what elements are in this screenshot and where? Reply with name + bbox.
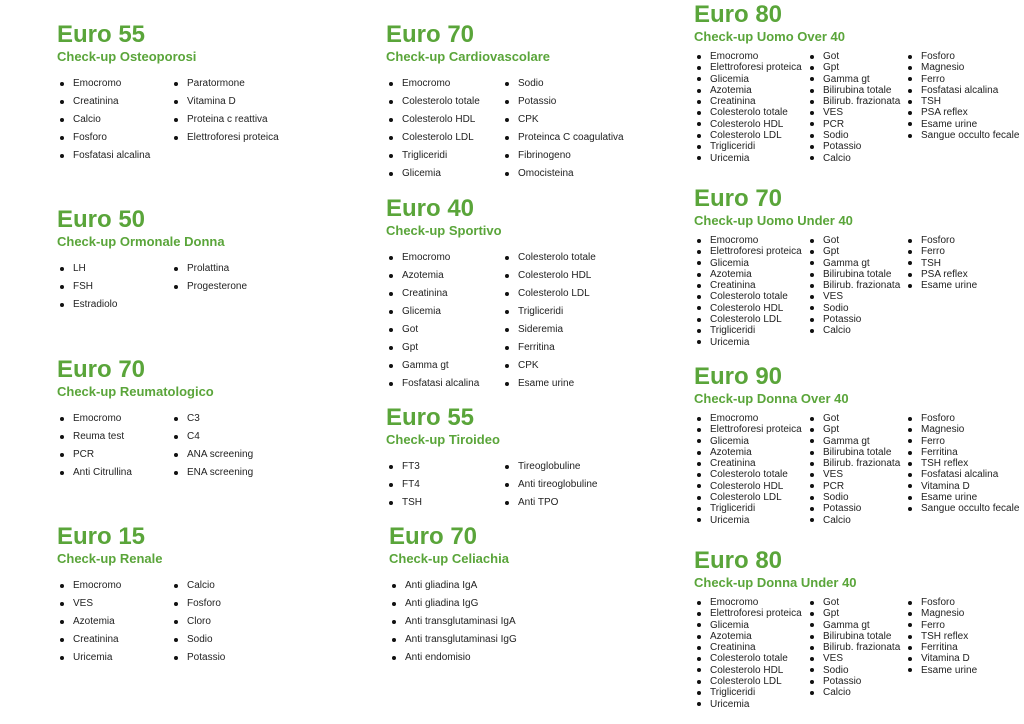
test-item: Gpt: [807, 424, 905, 435]
test-item: C4: [171, 428, 253, 446]
test-item: Vitamina D: [171, 93, 279, 111]
test-list: [694, 51, 1019, 164]
test-item: Fosforo: [905, 51, 1019, 62]
test-item: Glicemia: [386, 165, 502, 183]
package-card-uomo-over-40: [694, 2, 1019, 164]
package-price: Euro 80: [694, 547, 783, 574]
test-item: Esame urine: [905, 492, 1019, 503]
test-item: Fosforo: [905, 597, 977, 608]
package-title: Check-up Renale: [57, 551, 163, 566]
test-item: Sangue occulto fecale: [905, 503, 1019, 514]
test-column: [502, 249, 596, 393]
test-item: Trigliceridi: [694, 503, 807, 514]
test-item: Fosforo: [905, 235, 977, 246]
test-item: Colesterolo totale: [694, 653, 807, 664]
test-item: FT4: [386, 476, 502, 494]
test-item: Emocromo: [694, 235, 807, 246]
test-list: [57, 410, 253, 482]
test-item: Tireoglobuline: [502, 458, 598, 476]
test-item: Potassio: [807, 141, 905, 152]
test-item: Colesterolo HDL: [502, 267, 596, 285]
test-item: Colesterolo HDL: [694, 481, 807, 492]
test-item: Got: [386, 321, 502, 339]
test-item: Estradiolo: [57, 296, 171, 314]
test-column: [807, 597, 905, 710]
package-title: Check-up Osteoporosi: [57, 49, 197, 64]
test-item: Sodio: [807, 492, 905, 503]
test-item: Bilirub. frazionata: [807, 458, 905, 469]
test-column: [389, 577, 517, 667]
test-column: [694, 597, 807, 710]
test-item: Elettroforesi proteica: [171, 129, 279, 147]
test-item: Sangue occulto fecale: [905, 130, 1019, 141]
package-price: Euro 70: [386, 21, 475, 48]
test-item: Glicemia: [386, 303, 502, 321]
test-item: PCR: [57, 446, 171, 464]
test-item: Gpt: [807, 246, 905, 257]
test-item: Colesterolo LDL: [694, 130, 807, 141]
test-item: Esame urine: [905, 665, 977, 676]
test-item: TSH: [905, 96, 1019, 107]
test-column: [171, 410, 253, 482]
test-item: Got: [807, 413, 905, 424]
test-column: [386, 458, 502, 512]
test-list: [57, 577, 225, 667]
test-item: Magnesio: [905, 424, 1019, 435]
test-item: Colesterolo totale: [694, 107, 807, 118]
test-item: Ferritina: [905, 642, 977, 653]
test-item: Colesterolo HDL: [386, 111, 502, 129]
test-item: VES: [807, 107, 905, 118]
test-item: Sodio: [171, 631, 225, 649]
test-column: [57, 260, 171, 314]
test-item: Colesterolo HDL: [694, 303, 807, 314]
test-column: [905, 235, 977, 348]
test-item: Proteinca C coagulativa: [502, 129, 624, 147]
package-title: Check-up Sportivo: [386, 223, 502, 238]
test-item: Got: [807, 235, 905, 246]
test-item: Colesterolo LDL: [694, 676, 807, 687]
test-item: Cloro: [171, 613, 225, 631]
test-column: [386, 75, 502, 183]
package-card-renale: [57, 524, 225, 667]
test-item: Esame urine: [502, 375, 596, 393]
test-item: Gamma gt: [807, 258, 905, 269]
test-item: Colesterolo totale: [502, 249, 596, 267]
test-column: [807, 51, 905, 164]
test-item: TSH reflex: [905, 631, 977, 642]
test-item: Azotemia: [694, 631, 807, 642]
test-item: VES: [57, 595, 171, 613]
package-card-cardiovascolare: [386, 22, 624, 183]
test-item: Creatinina: [386, 285, 502, 303]
test-column: [905, 413, 1019, 526]
test-item: Potassio: [502, 93, 624, 111]
test-list: [386, 75, 624, 183]
test-item: FT3: [386, 458, 502, 476]
package-price: Euro 80: [694, 1, 783, 28]
package-card-donna-under-40: [694, 548, 977, 710]
test-list: [694, 413, 1019, 526]
test-item: ENA screening: [171, 464, 253, 482]
test-item: Elettroforesi proteica: [694, 608, 807, 619]
package-card-reumatologico: [57, 357, 253, 482]
test-item: Emocromo: [57, 75, 171, 93]
test-item: VES: [807, 291, 905, 302]
test-item: Magnesio: [905, 608, 977, 619]
test-column: [694, 235, 807, 348]
test-column: [502, 458, 598, 512]
test-item: Colesterolo LDL: [694, 314, 807, 325]
test-item: Sodio: [502, 75, 624, 93]
test-item: Emocromo: [57, 577, 171, 595]
test-item: Elettroforesi proteica: [694, 424, 807, 435]
package-card-celiachia: [389, 523, 517, 667]
test-item: Bilirubina totale: [807, 269, 905, 280]
test-item: ANA screening: [171, 446, 253, 464]
test-item: Ferro: [905, 74, 1019, 85]
test-column: [171, 75, 279, 165]
test-item: Prolattina: [171, 260, 247, 278]
test-item: Esame urine: [905, 119, 1019, 130]
test-list: [57, 75, 279, 165]
test-item: Bilirubina totale: [807, 631, 905, 642]
test-item: Anti gliadina IgG: [389, 595, 505, 613]
package-card-tiroideo: [386, 405, 598, 512]
test-item: Creatinina: [694, 458, 807, 469]
test-column: [171, 577, 225, 667]
test-item: Colesterolo LDL: [694, 492, 807, 503]
test-item: Fosfatasi alcalina: [905, 85, 1019, 96]
package-title: Check-up Reumatologico: [57, 384, 214, 399]
test-item: Calcio: [57, 111, 171, 129]
test-item: Uricemia: [694, 515, 807, 526]
test-item: Bilirub. frazionata: [807, 96, 905, 107]
test-item: Elettroforesi proteica: [694, 246, 807, 257]
test-item: Gpt: [807, 608, 905, 619]
test-item: Emocromo: [694, 597, 807, 608]
test-item: Azotemia: [694, 269, 807, 280]
test-item: Elettroforesi proteica: [694, 62, 807, 73]
test-item: Magnesio: [905, 62, 1019, 73]
test-item: Azotemia: [386, 267, 502, 285]
package-card-osteoporosi: [57, 22, 279, 165]
test-item: Fosforo: [171, 595, 225, 613]
test-item: Colesterolo totale: [694, 291, 807, 302]
test-item: Azotemia: [694, 85, 807, 96]
test-item: Uricemia: [694, 337, 807, 348]
test-item: Sodio: [807, 130, 905, 141]
test-item: PSA reflex: [905, 269, 977, 280]
package-price: Euro 40: [386, 195, 475, 222]
test-item: Anti Citrullina: [57, 464, 171, 482]
test-item: Fibrinogeno: [502, 147, 624, 165]
test-item: Reuma test: [57, 428, 171, 446]
package-title: Check-up Uomo Under 40: [694, 213, 853, 228]
test-item: Glicemia: [694, 436, 807, 447]
test-item: Vitamina D: [905, 653, 977, 664]
test-column: [57, 577, 171, 667]
package-title: Check-up Celiachia: [389, 551, 509, 566]
test-item: Ferritina: [905, 447, 1019, 458]
test-item: Trigliceridi: [694, 141, 807, 152]
test-item: Bilirubina totale: [807, 447, 905, 458]
test-item: Ferro: [905, 246, 977, 257]
test-item: Gpt: [386, 339, 502, 357]
package-price: Euro 50: [57, 206, 146, 233]
test-item: Bilirubina totale: [807, 85, 905, 96]
test-item: Ferro: [905, 620, 977, 631]
package-title: Check-up Uomo Over 40: [694, 29, 845, 44]
test-item: Trigliceridi: [502, 303, 596, 321]
test-item: C3: [171, 410, 253, 428]
test-item: Anti transglutaminasi IgA: [389, 613, 505, 631]
package-card-ormonale-donna: [57, 207, 247, 314]
test-item: Vitamina D: [905, 481, 1019, 492]
test-column: [694, 51, 807, 164]
test-column: [694, 413, 807, 526]
test-item: Potassio: [807, 314, 905, 325]
test-item: Emocromo: [694, 51, 807, 62]
test-item: Colesterolo totale: [386, 93, 502, 111]
test-item: Uricemia: [694, 699, 807, 710]
test-item: Colesterolo LDL: [386, 129, 502, 147]
test-item: Gamma gt: [807, 74, 905, 85]
package-price: Euro 55: [386, 404, 475, 431]
package-title: Check-up Tiroideo: [386, 432, 500, 447]
test-column: [905, 51, 1019, 164]
test-item: Glicemia: [694, 258, 807, 269]
test-item: Creatinina: [694, 642, 807, 653]
test-item: Fosfatasi alcalina: [905, 469, 1019, 480]
test-item: Azotemia: [694, 447, 807, 458]
test-column: [502, 75, 624, 183]
test-item: Glicemia: [694, 74, 807, 85]
test-item: Anti tireoglobuline: [502, 476, 598, 494]
test-column: [386, 249, 502, 393]
test-item: Glicemia: [694, 620, 807, 631]
test-list: [57, 260, 247, 314]
test-item: Gpt: [807, 62, 905, 73]
test-item: Gamma gt: [807, 620, 905, 631]
test-item: Potassio: [807, 503, 905, 514]
test-item: TSH: [905, 258, 977, 269]
test-item: Bilirub. frazionata: [807, 280, 905, 291]
package-card-donna-over-40: [694, 364, 1019, 526]
package-card-uomo-under-40: [694, 186, 977, 348]
test-item: Creatinina: [694, 96, 807, 107]
test-item: Sodio: [807, 665, 905, 676]
test-column: [57, 410, 171, 482]
test-item: Progesterone: [171, 278, 247, 296]
test-item: Creatinina: [57, 93, 171, 111]
test-item: Bilirub. frazionata: [807, 642, 905, 653]
test-item: Calcio: [807, 325, 905, 336]
package-price: Euro 90: [694, 363, 783, 390]
test-item: Uricemia: [694, 153, 807, 164]
test-item: Fosfatasi alcalina: [57, 147, 171, 165]
test-item: Fosfatasi alcalina: [386, 375, 502, 393]
test-item: Ferritina: [502, 339, 596, 357]
test-item: Got: [807, 597, 905, 608]
test-item: Potassio: [807, 676, 905, 687]
test-item: Fosforo: [57, 129, 171, 147]
test-item: Trigliceridi: [694, 687, 807, 698]
test-item: Potassio: [171, 649, 225, 667]
package-title: Check-up Cardiovascolare: [386, 49, 551, 64]
test-item: Proteina c reattiva: [171, 111, 279, 129]
test-item: Colesterolo LDL: [502, 285, 596, 303]
test-item: Creatinina: [57, 631, 171, 649]
test-column: [171, 260, 247, 314]
test-item: Emocromo: [57, 410, 171, 428]
test-item: PCR: [807, 481, 905, 492]
test-item: Ferro: [905, 436, 1019, 447]
package-title: Check-up Ormonale Donna: [57, 234, 225, 249]
package-price: Euro 70: [694, 185, 783, 212]
test-item: Trigliceridi: [386, 147, 502, 165]
test-item: Uricemia: [57, 649, 171, 667]
package-card-sportivo: [386, 196, 596, 393]
test-item: Got: [807, 51, 905, 62]
test-item: Omocisteina: [502, 165, 624, 183]
test-column: [807, 413, 905, 526]
test-item: Colesterolo HDL: [694, 665, 807, 676]
test-column: [57, 75, 171, 165]
test-list: [386, 458, 598, 512]
test-item: Anti transglutaminasi IgG: [389, 631, 505, 649]
test-item: Calcio: [807, 687, 905, 698]
test-item: Fosforo: [905, 413, 1019, 424]
test-column: [905, 597, 977, 710]
test-item: Emocromo: [694, 413, 807, 424]
test-item: Emocromo: [386, 249, 502, 267]
test-item: Emocromo: [386, 75, 502, 93]
test-item: Trigliceridi: [694, 325, 807, 336]
test-item: Colesterolo HDL: [694, 119, 807, 130]
test-item: Paratormone: [171, 75, 279, 93]
test-item: Anti endomisio: [389, 649, 505, 667]
test-item: Gamma gt: [386, 357, 502, 375]
test-item: Calcio: [171, 577, 225, 595]
test-item: LH: [57, 260, 171, 278]
package-price: Euro 55: [57, 21, 146, 48]
test-item: Anti TPO: [502, 494, 598, 512]
test-item: TSH reflex: [905, 458, 1019, 469]
test-item: PCR: [807, 119, 905, 130]
test-list: [386, 249, 596, 393]
test-list: [694, 597, 977, 710]
test-item: VES: [807, 653, 905, 664]
package-title: Check-up Donna Under 40: [694, 575, 857, 590]
test-item: Calcio: [807, 515, 905, 526]
test-item: Gamma gt: [807, 436, 905, 447]
test-item: Calcio: [807, 153, 905, 164]
test-item: Sodio: [807, 303, 905, 314]
test-column: [807, 235, 905, 348]
package-price: Euro 70: [57, 356, 146, 383]
test-item: CPK: [502, 357, 596, 375]
package-price: Euro 70: [389, 523, 478, 550]
test-item: CPK: [502, 111, 624, 129]
test-item: Azotemia: [57, 613, 171, 631]
test-item: Esame urine: [905, 280, 977, 291]
test-list: [694, 235, 977, 348]
test-item: Colesterolo totale: [694, 469, 807, 480]
package-price: Euro 15: [57, 523, 146, 550]
test-item: PSA reflex: [905, 107, 1019, 118]
test-item: VES: [807, 469, 905, 480]
test-item: Creatinina: [694, 280, 807, 291]
package-title: Check-up Donna Over 40: [694, 391, 849, 406]
test-item: Anti gliadina IgA: [389, 577, 505, 595]
test-item: FSH: [57, 278, 171, 296]
test-item: TSH: [386, 494, 502, 512]
test-item: Sideremia: [502, 321, 596, 339]
test-list: [389, 577, 517, 667]
